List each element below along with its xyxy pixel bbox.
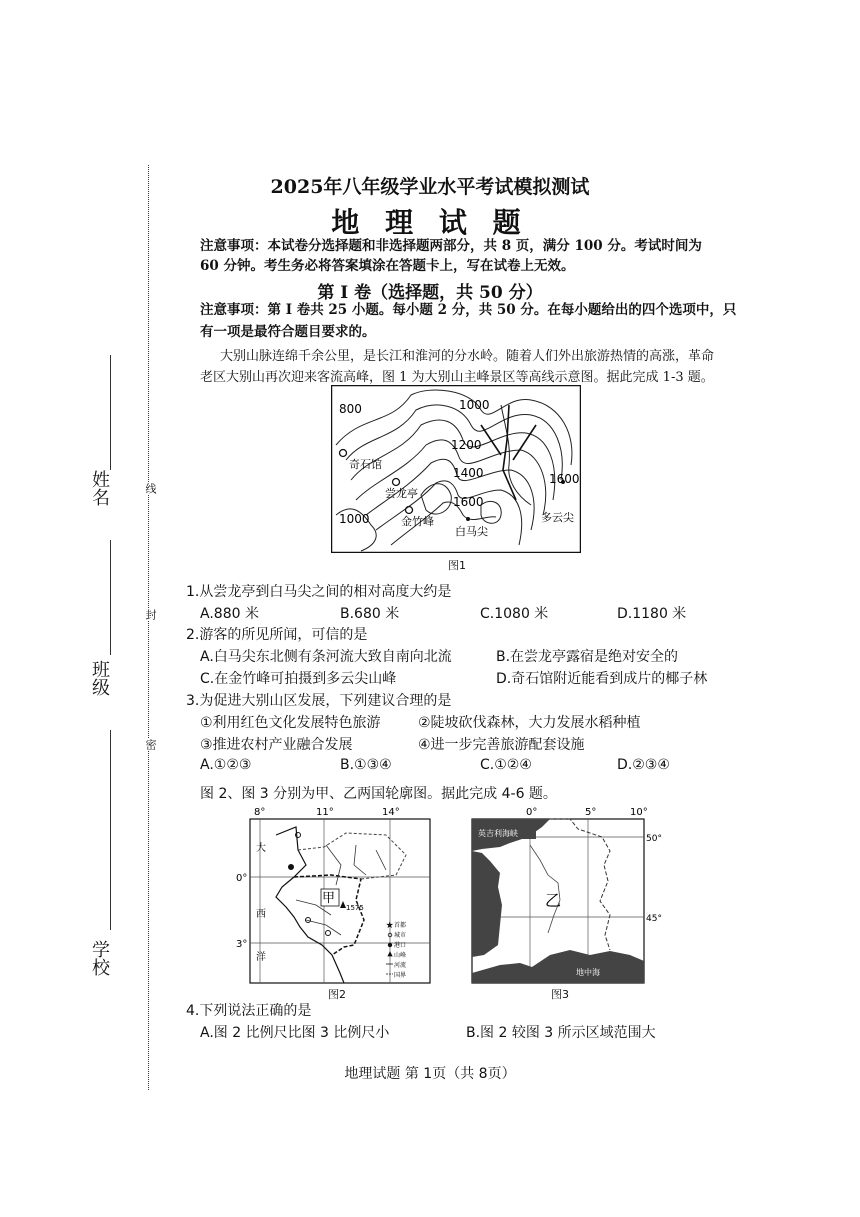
legend-border: 国界 xyxy=(394,972,407,979)
country-yi-label: 乙 xyxy=(545,891,562,910)
mediterranean-label: 地中海 xyxy=(576,968,600,977)
q3-item-1: ①利用红色文化发展特色旅游 xyxy=(200,715,381,731)
legend-city: 城市 xyxy=(394,932,407,939)
q4-option-a[interactable]: A.图 2 比例尺比图 3 比例尺小 xyxy=(200,1025,390,1041)
place-baimajian: 白马尖 xyxy=(455,525,488,538)
contour-label: 800 xyxy=(339,402,362,416)
lat-label: 50° xyxy=(646,834,662,844)
peak-elevation: 1575 xyxy=(346,904,364,912)
lat-label: 3° xyxy=(236,939,248,950)
q1-option-d[interactable]: D.1180 米 xyxy=(617,606,687,622)
q3-item-2: ②陡坡砍伐森林，大力发展水稻种植 xyxy=(418,715,641,731)
figure-2-caption: 图2 xyxy=(328,988,346,1001)
seal-feng: 封 xyxy=(144,609,157,620)
contour-label: 1000 xyxy=(339,512,370,526)
notice-line-2: 60 分钟。考生务必将答案填涂在答题卡上，写在试卷上无效。 xyxy=(200,258,575,274)
contour-label: 1200 xyxy=(451,438,482,452)
q2-option-a[interactable]: A.白马尖东北侧有条河流大致自南向北流 xyxy=(200,649,452,665)
q3-stem: 3.为促进大别山区发展，下列建议合理的是 xyxy=(186,693,452,709)
english-channel-label: 英吉利海峡 xyxy=(478,829,518,838)
q4-option-b[interactable]: B.图 2 较图 3 所示区域范围大 xyxy=(466,1025,656,1041)
contour-label: 1600 xyxy=(453,495,484,509)
section-title: 第 I 卷（选择题，共 50 分） xyxy=(317,283,543,303)
q4-stem: 4.下列说法正确的是 xyxy=(186,1003,312,1019)
q1-option-a[interactable]: A.880 米 xyxy=(200,606,259,622)
name-field[interactable] xyxy=(110,355,111,470)
q2-option-b[interactable]: B.在尝龙亭露宿是绝对安全的 xyxy=(496,649,679,665)
lon-label: 10° xyxy=(630,807,648,818)
figure-3-country-yi xyxy=(470,805,685,985)
page-footer: 地理试题 第 1页（共 8页） xyxy=(344,1066,516,1082)
intro-line-2: 老区大别山再次迎来客流高峰，图 1 为大别山主峰景区等高线示意图。据此完成 1-3 题。 xyxy=(200,370,714,385)
lon-label: 14° xyxy=(382,807,400,818)
place-duoyunjian: 多云尖 xyxy=(541,511,574,524)
q3-option-d[interactable]: D.②③④ xyxy=(617,757,670,773)
seal-xian: 线 xyxy=(144,483,157,494)
seal-mi: 密 xyxy=(144,739,157,750)
legend-river: 河流 xyxy=(394,962,407,969)
figure-1-caption: 图1 xyxy=(448,559,466,572)
lat-label: 45° xyxy=(646,914,662,924)
ocean-label: 大 xyxy=(256,843,266,854)
class-label: 班级 xyxy=(89,660,110,696)
school-label: 学校 xyxy=(89,940,110,976)
lon-label: 0° xyxy=(526,807,538,818)
place-qishiguan: 奇石馆 xyxy=(349,458,382,471)
figures-intro: 图 2、图 3 分别为甲、乙两国轮廓图。据此完成 4-6 题。 xyxy=(200,786,557,802)
q3-item-4: ④进一步完善旅游配套设施 xyxy=(418,737,585,753)
q1-option-c[interactable]: C.1080 米 xyxy=(480,606,549,622)
figure-3-caption: 图3 xyxy=(551,988,569,1001)
place-jinzhufeng: 金竹峰 xyxy=(401,515,434,528)
lon-label: 11° xyxy=(316,807,334,818)
ocean-label: 洋 xyxy=(256,952,266,963)
name-label: 姓名 xyxy=(89,470,110,506)
legend-port: 港口 xyxy=(394,942,407,949)
section-notice-1: 注意事项：第 I 卷共 25 小题。每小题 2 分，共 50 分。在每小题给出的四个选项中，只 xyxy=(200,302,737,318)
q3-option-a[interactable]: A.①②③ xyxy=(200,757,252,773)
intro-line-1: 大别山脉连绵千余公里，是长江和淮河的分水岭。随着人们外出旅游热情的高涨，革命 xyxy=(220,349,715,364)
q2-option-d[interactable]: D.奇石馆附近能看到成片的椰子林 xyxy=(496,671,708,687)
q3-option-b[interactable]: B.①③④ xyxy=(340,757,392,773)
q3-option-c[interactable]: C.①②④ xyxy=(480,757,532,773)
lon-label: 5° xyxy=(585,807,597,818)
lat-label: 0° xyxy=(236,873,248,884)
q2-option-c[interactable]: C.在金竹峰可拍摄到多云尖山峰 xyxy=(200,671,397,687)
school-field[interactable] xyxy=(110,730,111,930)
q2-stem: 2.游客的所见所闻，可信的是 xyxy=(186,627,368,643)
place-changlongting: 尝龙亭 xyxy=(385,487,418,500)
figure-1-contour-map xyxy=(331,385,581,553)
legend-peak: 山峰 xyxy=(394,952,407,959)
contour-label: 1600 xyxy=(549,472,580,486)
binding-dotted-line xyxy=(148,165,149,1090)
lon-label: 8° xyxy=(254,807,266,818)
svg-text:★: ★ xyxy=(387,922,393,929)
q1-stem: 1.从尝龙亭到白马尖之间的相对高度大约是 xyxy=(186,584,452,600)
q3-item-3: ③推进农村产业融合发展 xyxy=(200,737,353,753)
ocean-label: 西 xyxy=(256,909,266,920)
section-notice-2: 有一项是最符合题目要求的。 xyxy=(200,324,376,340)
legend-capital: 首都 xyxy=(394,922,407,929)
exam-title: 2025年八年级学业水平考试模拟测试 xyxy=(270,176,590,198)
class-field[interactable] xyxy=(110,540,111,655)
contour-label: 1400 xyxy=(453,466,484,480)
contour-label: 1000 xyxy=(459,398,490,412)
q1-option-b[interactable]: B.680 米 xyxy=(340,606,400,622)
notice-line-1: 注意事项：本试卷分选择题和非选择题两部分，共 8 页，满分 100 分。考试时间为 xyxy=(200,238,702,254)
country-jia-label: 甲 xyxy=(322,891,336,906)
figure-2-country-jia xyxy=(236,805,436,985)
exam-subject: 地 理 试 题 xyxy=(331,206,529,239)
